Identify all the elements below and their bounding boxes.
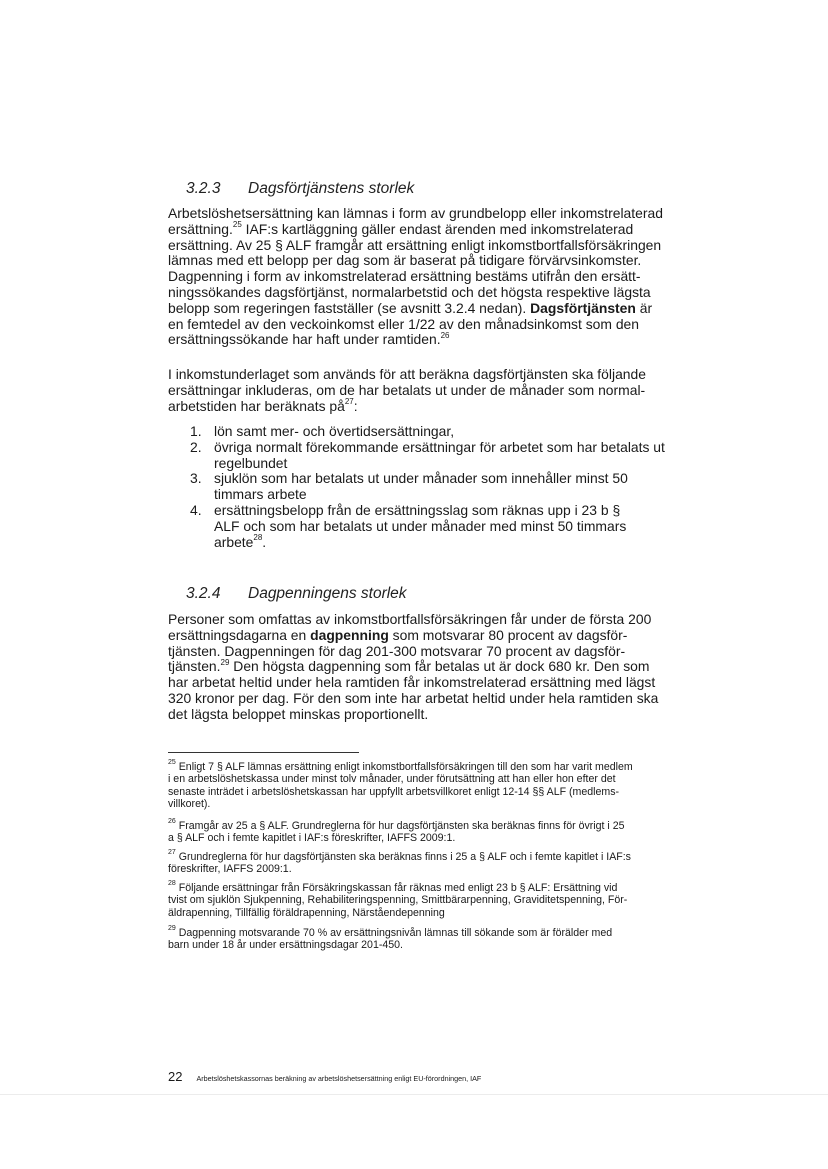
text-span: lön samt mer- och övertidsersättningar, (214, 423, 455, 439)
text-line (168, 786, 698, 798)
text-span: IAF:s kartläggning gäller endast ärenden med inkomstrelaterad (241, 220, 634, 237)
text-line (168, 644, 693, 660)
text-span: 320 kronor per dag. För den som inte har arbetat heltid under hela ramtiden ska (168, 689, 659, 706)
text-span: Grundreglerna för hur dagsförtjänsten ska beräknas finns i 25 a § ALF och i femte kapitlet i IAF:s (175, 851, 631, 863)
text-line (168, 691, 693, 707)
page-bottom-border (0, 1094, 828, 1095)
text-line (168, 939, 698, 951)
text-span: som motsvarar 80 procent av dagsför- (388, 626, 628, 643)
text-span: Arbetslöshetsersättning kan lämnas i form av grundbelopp eller inkomstrelaterad (168, 205, 663, 221)
page-footer (168, 1069, 481, 1084)
text-line (168, 761, 698, 773)
text-span: en femtedel av den veckoinkomst eller 1/22 av den månadsinkomst som den (168, 315, 639, 332)
text-span: . (262, 533, 267, 550)
text-line (168, 383, 693, 399)
text-line (214, 471, 704, 487)
text-span: : (353, 397, 358, 414)
text-line (214, 424, 704, 440)
text-span: a § ALF och i femte kapitlet i IAF:s föreskrifter, IAFFS 2009:1. (168, 832, 456, 845)
text-span: barn under 18 år under ersättningsdagar 201-450. (168, 939, 403, 952)
paragraph-dagpenning (168, 612, 693, 723)
text-span: ersättning. Av 25 § ALF framgår att ersättning enligt inkomstbortfallsförsäkringen (168, 236, 662, 253)
footnote-number: 26 (168, 818, 176, 826)
text-span: regelbundet (214, 454, 288, 471)
text-line (168, 396, 693, 415)
text-line (214, 503, 704, 519)
text-line (168, 269, 693, 285)
text-span: sjuklön som har betalats ut under månader som innehåller minst 50 (214, 470, 628, 487)
text-span: Dagpenning i form av inkomstrelaterad ersättning bestäms utifrån den ersätt- (168, 268, 641, 285)
text-span: Följande ersättningar från Försäkringskassan får räknas med enligt 23 b § ALF: Ersättning vid (175, 882, 618, 894)
list-number: 4. (190, 501, 202, 518)
text-line (168, 707, 693, 723)
text-line (168, 285, 693, 301)
footnote-ref: 29 (220, 657, 230, 667)
footnote-29 (168, 927, 698, 952)
text-line (168, 773, 698, 785)
text-span: arbetstiden har beräknats på (168, 397, 345, 414)
text-span: Dagpenning motsvarande 70 % av ersättningsnivån lämnas till sökande som är förälder med (175, 927, 613, 939)
text-span: villkoret). (168, 798, 211, 811)
text-span: har arbetat heltid under hela ramtiden får inkomstrelaterad ersättning med lägst (168, 674, 656, 691)
list-item (184, 440, 704, 472)
text-line (168, 253, 693, 269)
text-line (168, 612, 693, 628)
footnote-number: 25 (168, 759, 176, 767)
footnote-ref: 28 (253, 532, 263, 542)
text-line (168, 675, 693, 691)
text-line (168, 820, 698, 832)
text-line (214, 440, 704, 456)
text-span: äldrapenning, Tillfällig föräldrapenning, Närståendepenning (168, 906, 445, 919)
text-span: ALF och som har betalats ut under månader med minst 50 timmars (214, 517, 627, 534)
text-line (168, 206, 693, 222)
text-span: senaste inträdet i arbetslöshetskassan har uppfyllt arbetsvillkoret enligt 12-14 §§ ALF (medlems- (168, 785, 620, 798)
text-line (168, 222, 693, 238)
text-span: lämnas med ett belopp per dag som är baserat på tidigare förvärvsinkomster. (168, 252, 642, 269)
text-line (168, 832, 698, 844)
text-span: ersättningar inkluderas, om de har betalats ut under de månader som normal- (168, 381, 646, 398)
bold-term: dagpenning (310, 626, 389, 643)
text-span: tjänsten. Dagpenningen för dag 201-300 motsvarar 70 procent av dagsför- (168, 642, 626, 659)
text-span: ningssökandes dagsförtjänst, normalarbetstid och det högsta respektive lägsta (168, 283, 651, 300)
text-line (168, 332, 693, 348)
text-line (168, 301, 693, 317)
text-line (168, 882, 698, 894)
footnote-ref: 27 (344, 396, 354, 406)
text-span: Personer som omfattas av inkomstbortfallsförsäkringen får under de första 200 (168, 611, 652, 627)
text-line (168, 851, 698, 863)
text-line (168, 238, 693, 254)
text-line (168, 907, 698, 919)
text-span: ersättningsbelopp från de ersättningsslag som räknas upp i 23 b § (214, 501, 621, 518)
text-line (168, 367, 693, 383)
paragraph-dagsfortjanst (168, 206, 693, 348)
list-number: 2. (190, 438, 202, 455)
text-line (214, 519, 704, 535)
bold-term: Dagsförtjänsten (530, 299, 636, 316)
text-span: föreskrifter, IAFFS 2009:1. (168, 863, 292, 876)
text-span: är (635, 299, 653, 316)
paragraph-inkomstunderlag (168, 367, 693, 414)
text-line (168, 798, 698, 810)
list-item (184, 503, 704, 550)
page-number: 22 (168, 1069, 183, 1084)
section-heading-3-2-4: 3.2.4 Dagpenningens storlek (186, 585, 407, 602)
list-number: 3. (190, 470, 202, 487)
footnote-ref: 26 (440, 330, 450, 340)
list-item (184, 424, 704, 440)
text-span: ersättningsdagarna en (168, 626, 311, 643)
footer-text: Arbetslöshetskassornas beräkning av arbetslöshetsersättning enligt EU-förordningen, IAF (196, 1074, 482, 1083)
text-span: Framgår av 25 a § ALF. Grundreglerna för hur dagsförtjänsten ska beräknas finns för övrigt i 25 (175, 820, 625, 832)
footnote-27 (168, 851, 698, 876)
footnote-25 (168, 761, 698, 811)
text-line (168, 628, 693, 644)
text-span: ersättning. (168, 220, 233, 237)
footnote-ref: 25 (232, 220, 242, 230)
text-line (168, 659, 693, 675)
list-item (184, 471, 704, 503)
text-span: Den högsta dagpenning som får betalas ut är dock 680 kr. Den som (229, 658, 650, 675)
footnote-number: 27 (168, 849, 176, 857)
text-span: tjänsten. (168, 658, 221, 675)
footnote-28 (168, 882, 698, 919)
text-span: tvist om sjuklön Sjukpenning, Rehabiliteringspenning, Smittbärarpenning, Graviditetspenning, För- (168, 894, 628, 907)
text-line (168, 863, 698, 875)
text-span: belopp som regeringen fastställer (se avsnitt 3.2.4 nedan). (168, 299, 531, 316)
text-line (168, 894, 698, 906)
text-span: Enligt 7 § ALF lämnas ersättning enligt inkomstbortfallsförsäkringen till den som har varit medlem (175, 761, 633, 773)
text-line (168, 927, 698, 939)
text-span: i en arbetslöshetskassa under minst tolv månader, under förutsättning att han eller hon efter det (168, 773, 616, 786)
list-number: 1. (190, 423, 202, 439)
text-line (214, 487, 704, 503)
text-line (214, 456, 704, 472)
footnote-number: 28 (168, 880, 176, 888)
text-span: I inkomstunderlaget som används för att beräkna dagsförtjänsten ska följande (168, 366, 646, 382)
text-line (168, 317, 693, 333)
text-span: timmars arbete (214, 486, 307, 503)
text-line (214, 532, 704, 551)
text-span: det lägsta beloppet minskas proportionellt. (168, 705, 429, 722)
text-span: arbete (214, 533, 254, 550)
footnote-number: 29 (168, 925, 176, 933)
section-heading-3-2-3: 3.2.3 Dagsförtjänstens storlek (186, 180, 415, 197)
compensation-list (184, 424, 704, 550)
text-span: ersättningssökande har haft under ramtiden. (168, 331, 441, 348)
text-span: övriga normalt förekommande ersättningar för arbetet som har betalats ut (214, 438, 665, 455)
footnote-separator (168, 752, 359, 753)
footnote-26 (168, 820, 698, 845)
